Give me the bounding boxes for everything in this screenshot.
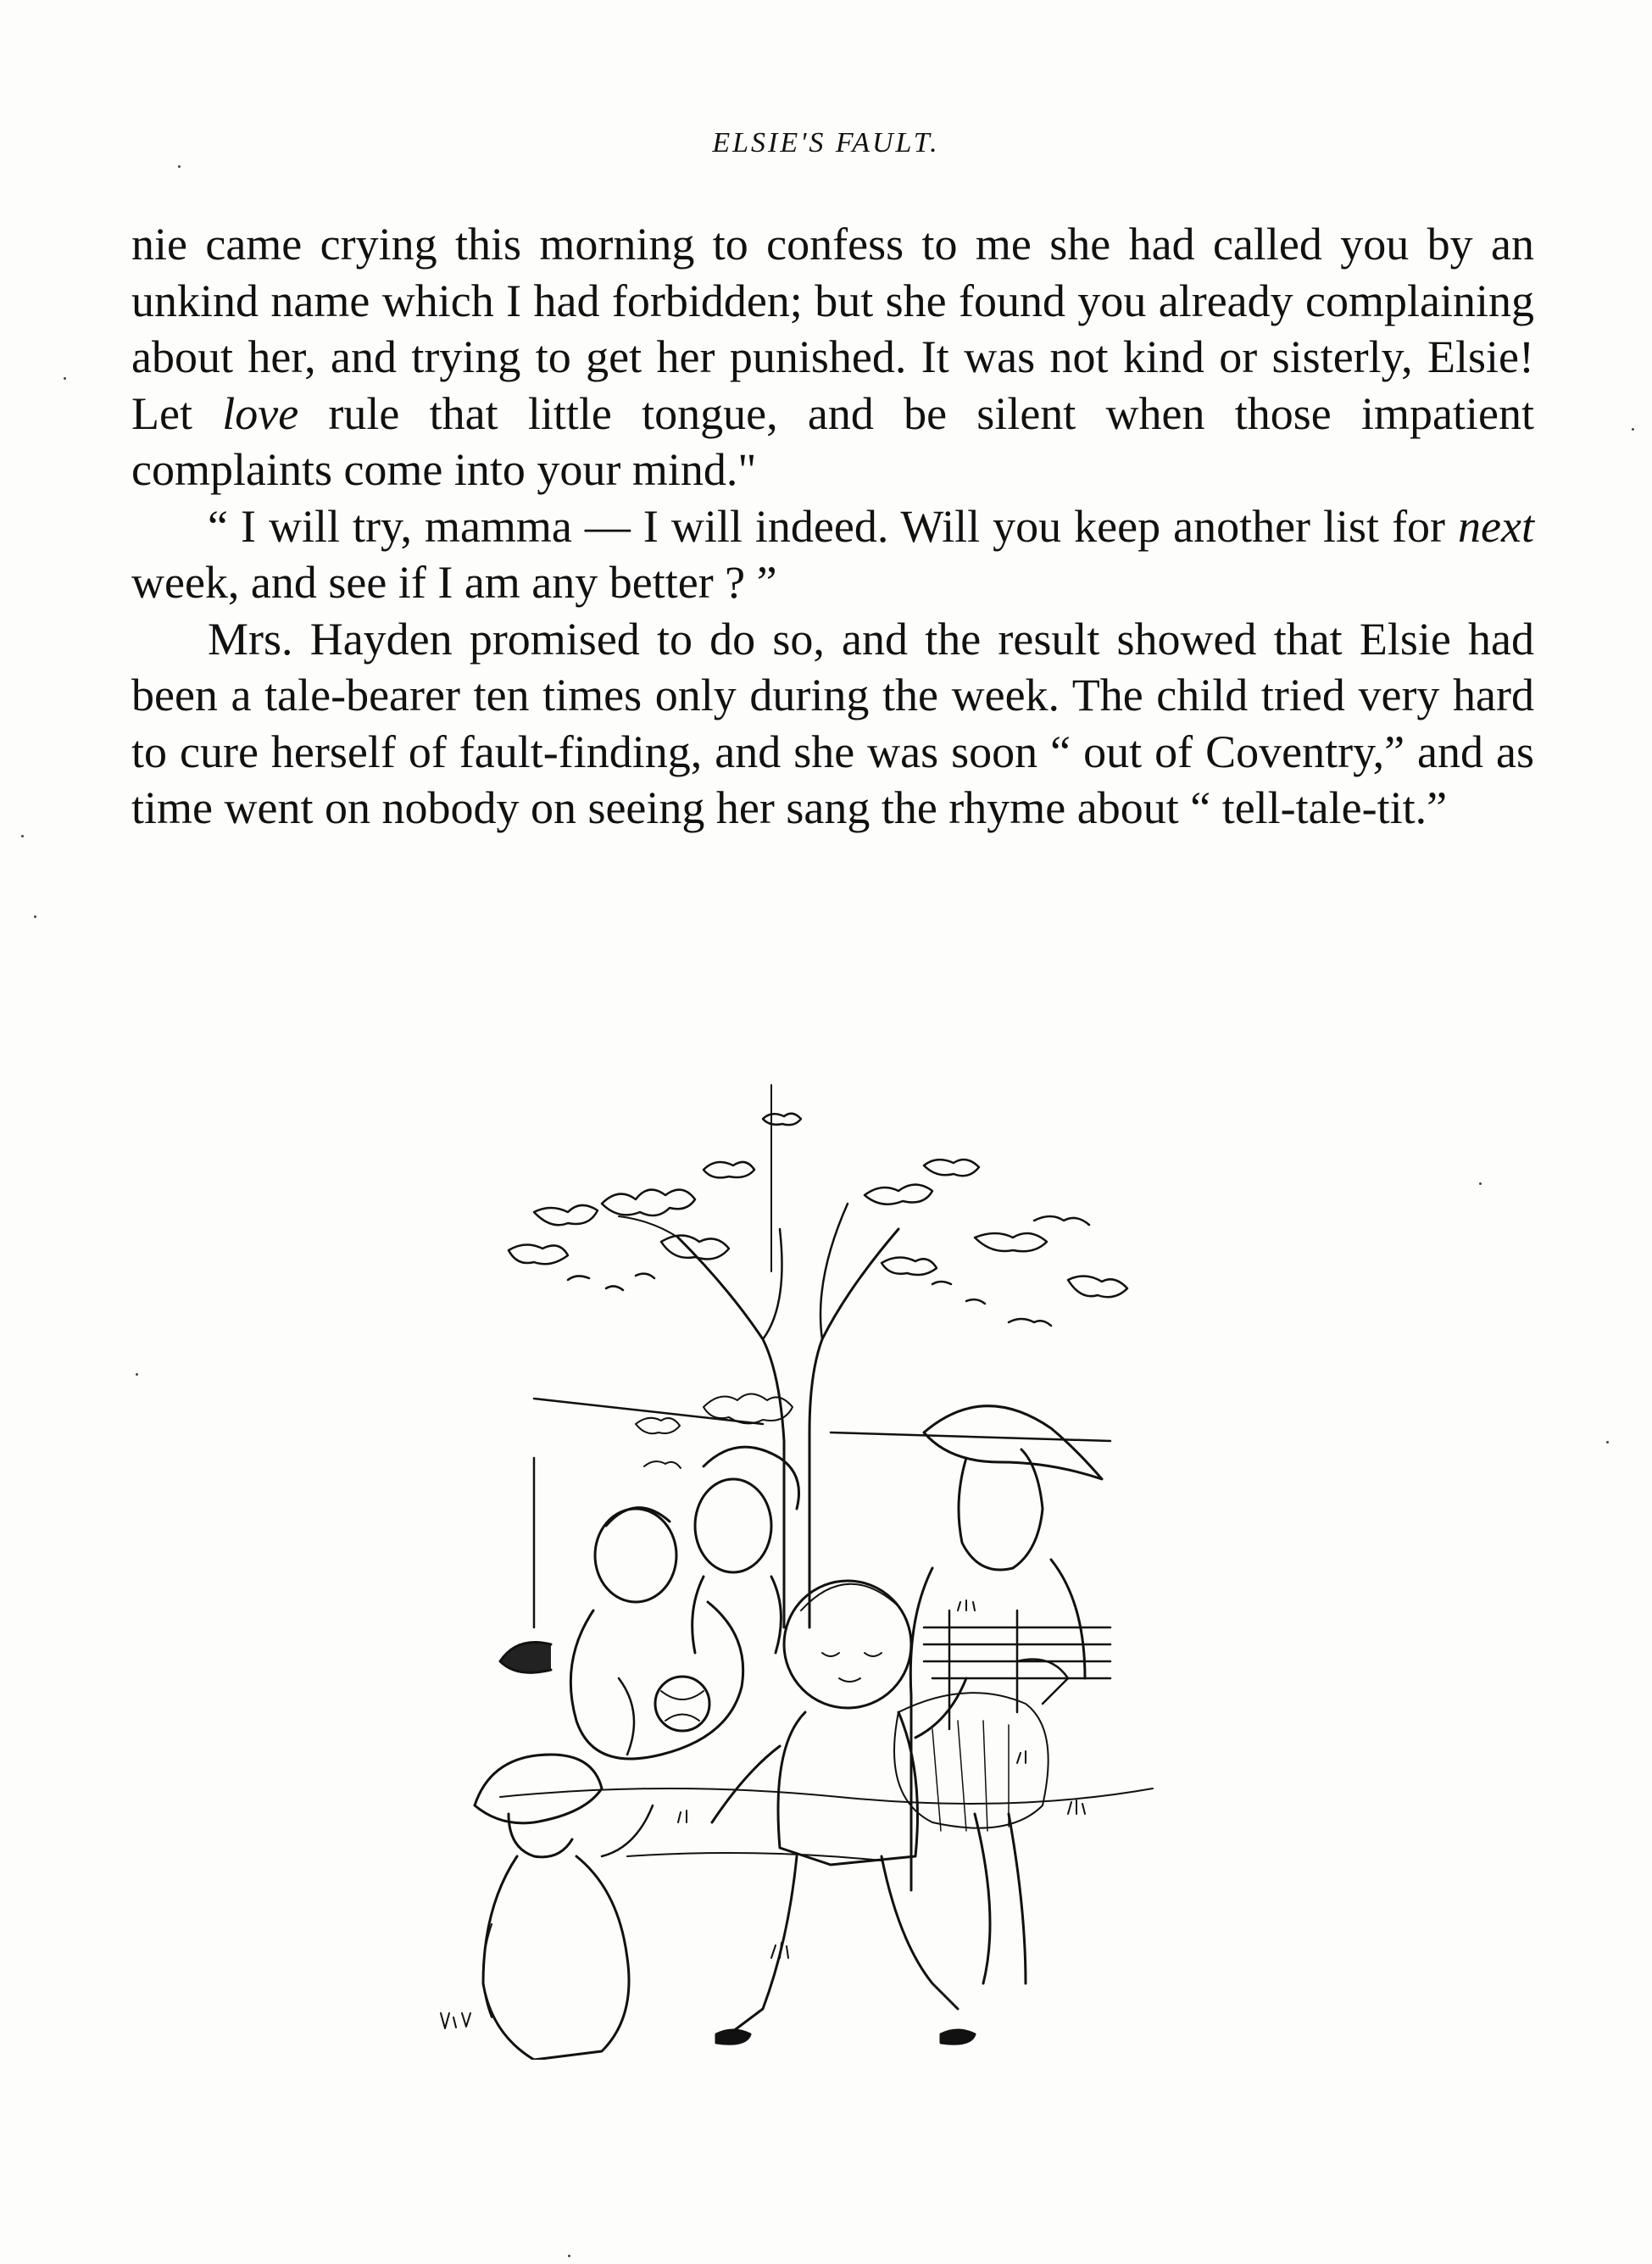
body-text <box>131 216 1534 837</box>
print-speck <box>1606 1441 1609 1444</box>
text-run: Mrs. Hayden promised to do so, and the result showed that Elsie had been a tale-bearer ten times only during the week. The child tried very hard to cure herself of fault-finding, and she was soon “ out of Coventry,” and as time went on nobody on seeing her sang the rhyme about “ tell-tale-tit.” <box>131 613 1534 833</box>
print-speck <box>34 915 36 918</box>
paragraph <box>131 611 1534 837</box>
seated-child-left <box>500 1508 743 1759</box>
print-speck <box>568 2255 570 2257</box>
print-speck <box>1479 1182 1482 1185</box>
print-speck <box>178 165 181 168</box>
paragraph <box>131 498 1534 611</box>
child-with-hat <box>894 1406 1102 1983</box>
print-speck <box>64 377 66 380</box>
illustration-children-playing <box>424 1068 1238 2060</box>
grass-tufts <box>678 1600 1085 1958</box>
ground <box>500 1788 1153 1804</box>
print-speck <box>136 1373 138 1376</box>
italic-word: next <box>1458 500 1534 552</box>
artist-signature-mark <box>441 2013 470 2028</box>
text-run: week, and see if I am any better ? ” <box>131 557 777 608</box>
tree-trunk <box>619 1085 898 1627</box>
text-run: nie came crying this morning to confess to me she had called you by an unkind name which I had forbidden; but she found you already complaining about her, and trying to get her punished. It was not kind or sisterly, Elsie! Let <box>131 219 1534 439</box>
print-speck <box>1632 428 1634 431</box>
text-run: rule that little tongue, and be silent when those impatient complaints come into your mind." <box>131 387 1534 495</box>
small-girl-front <box>475 1755 653 2060</box>
tree-foliage <box>509 1114 1127 1468</box>
running-head: ELSIE'S FAULT. <box>712 127 940 159</box>
center-boy <box>712 1581 975 2044</box>
print-speck <box>21 835 24 837</box>
ball <box>655 1677 709 1731</box>
italic-word: love <box>222 387 299 439</box>
paragraph <box>131 216 1534 498</box>
text-run: “ I will try, mamma — I will indeed. Will you keep another list for <box>208 500 1459 552</box>
